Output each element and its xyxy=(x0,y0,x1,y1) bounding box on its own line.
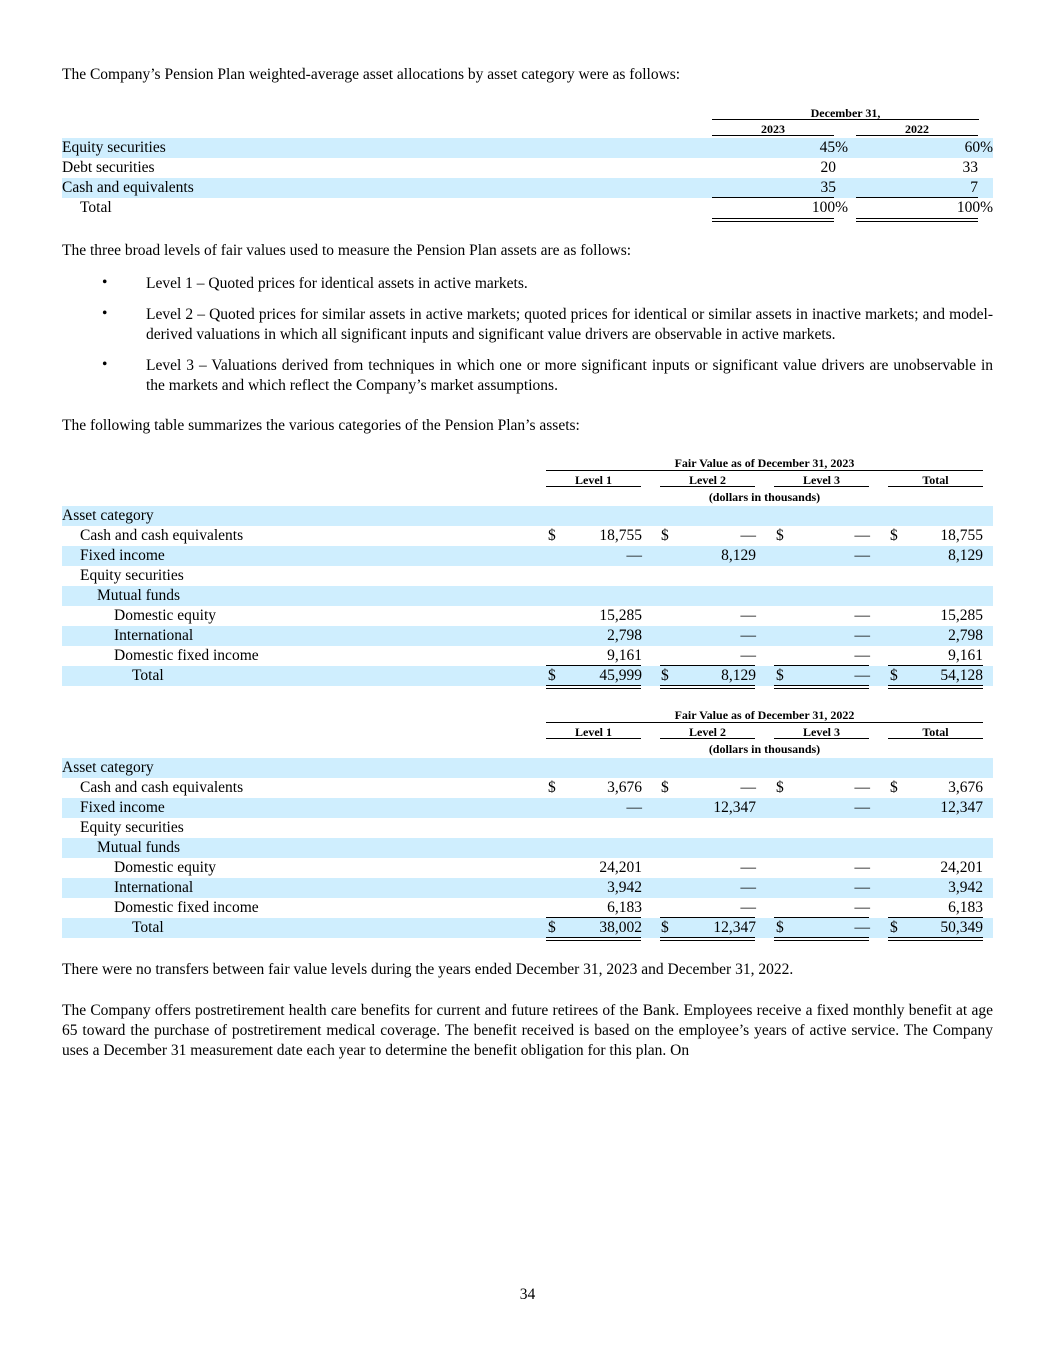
fv-col-l3: Level 3 xyxy=(803,725,840,739)
table-row: Cash and cash equivalents $ 18,755 $ — $ — $ 18,755 xyxy=(80,527,983,544)
table-row: Equity securities 45% 60% xyxy=(62,139,993,156)
fv-group-header: Fair Value as of December 31, 2023 xyxy=(674,456,855,470)
table-row: Domestic equity 24,201 — — 24,201 xyxy=(114,859,983,876)
table-row: Asset category xyxy=(62,758,993,778)
categories-intro: The following table summarizes the various categories of the Pension Plan’s assets: xyxy=(62,417,580,434)
fv-col-total: Total xyxy=(922,473,949,487)
table-row: International 2,798 — — 2,798 xyxy=(62,626,993,646)
allocations-intro: The Company’s Pension Plan weighted-average asset allocations by asset category were as follows: xyxy=(62,66,681,83)
alloc-group-header: December 31, xyxy=(810,106,881,120)
alloc-col-2022: 2022 xyxy=(905,122,929,136)
table-row: Fixed income — 12,347 — 12,347 xyxy=(62,798,993,818)
bullet-icon: • xyxy=(102,305,108,322)
fv-group-header: Fair Value as of December 31, 2022 xyxy=(674,708,855,722)
fv-col-l1: Level 1 xyxy=(575,473,612,487)
table-row: Equity securities xyxy=(80,567,184,584)
fv-col-l2: Level 2 xyxy=(689,725,726,739)
table-row: Domestic equity 15,285 — — 15,285 xyxy=(114,607,983,624)
table-row: Mutual funds xyxy=(62,838,993,858)
fv-col-total: Total xyxy=(922,725,949,739)
table-row: Cash and cash equivalents $ 3,676 $ — $ — $ 3,676 xyxy=(80,779,983,796)
postretirement-text: The Company offers postretirement health care benefits for current and future retirees of the Bank. Employees receive a fixed monthly benefit at age 65 toward the purchase of postretirement medical coverage. The benefit received is based on the employee’s years of active service. The Company uses a December 31 measurement date each year to determine the benefit obligation for this plan. On xyxy=(62,1002,993,1059)
table-row: Cash and equivalents 35 7 xyxy=(62,178,993,198)
fv-col-l3: Level 3 xyxy=(803,473,840,487)
alloc-col-2023: 2023 xyxy=(761,122,785,136)
table-row: Debt securities 20 33 xyxy=(62,159,978,176)
table-row: Total $ 45,999 $ 8,129 $ — $ 54,128 xyxy=(62,666,993,686)
page-number: 34 xyxy=(519,1286,536,1303)
table-row: Domestic fixed income 6,183 — — 6,183 xyxy=(114,899,983,916)
fv-col-l2: Level 2 xyxy=(689,473,726,487)
bullet-icon: • xyxy=(102,356,108,373)
fv-col-l1: Level 1 xyxy=(575,725,612,739)
table-row: Mutual funds xyxy=(62,586,993,606)
fv-unit-label: (dollars in thousands) xyxy=(708,742,821,756)
table-row: Domestic fixed income 9,161 — — 9,161 xyxy=(114,647,983,664)
bullet-icon: • xyxy=(102,274,108,291)
table-row: Asset category xyxy=(62,506,993,526)
table-row: International 3,942 — — 3,942 xyxy=(62,878,993,898)
levels-intro: The three broad levels of fair values used to measure the Pension Plan assets are as follows: xyxy=(62,242,632,259)
table-row: Fixed income — 8,129 — 8,129 xyxy=(62,546,993,566)
table-row: Total 100% 100% xyxy=(80,199,993,216)
table-row: Equity securities xyxy=(80,819,184,836)
table-row: Total $ 38,002 $ 12,347 $ — $ 50,349 xyxy=(62,918,993,938)
fv-unit-label: (dollars in thousands) xyxy=(708,490,821,504)
transfers-text: There were no transfers between fair value levels during the years ended December 31, 2023 and December 31, 2022. xyxy=(62,961,794,978)
